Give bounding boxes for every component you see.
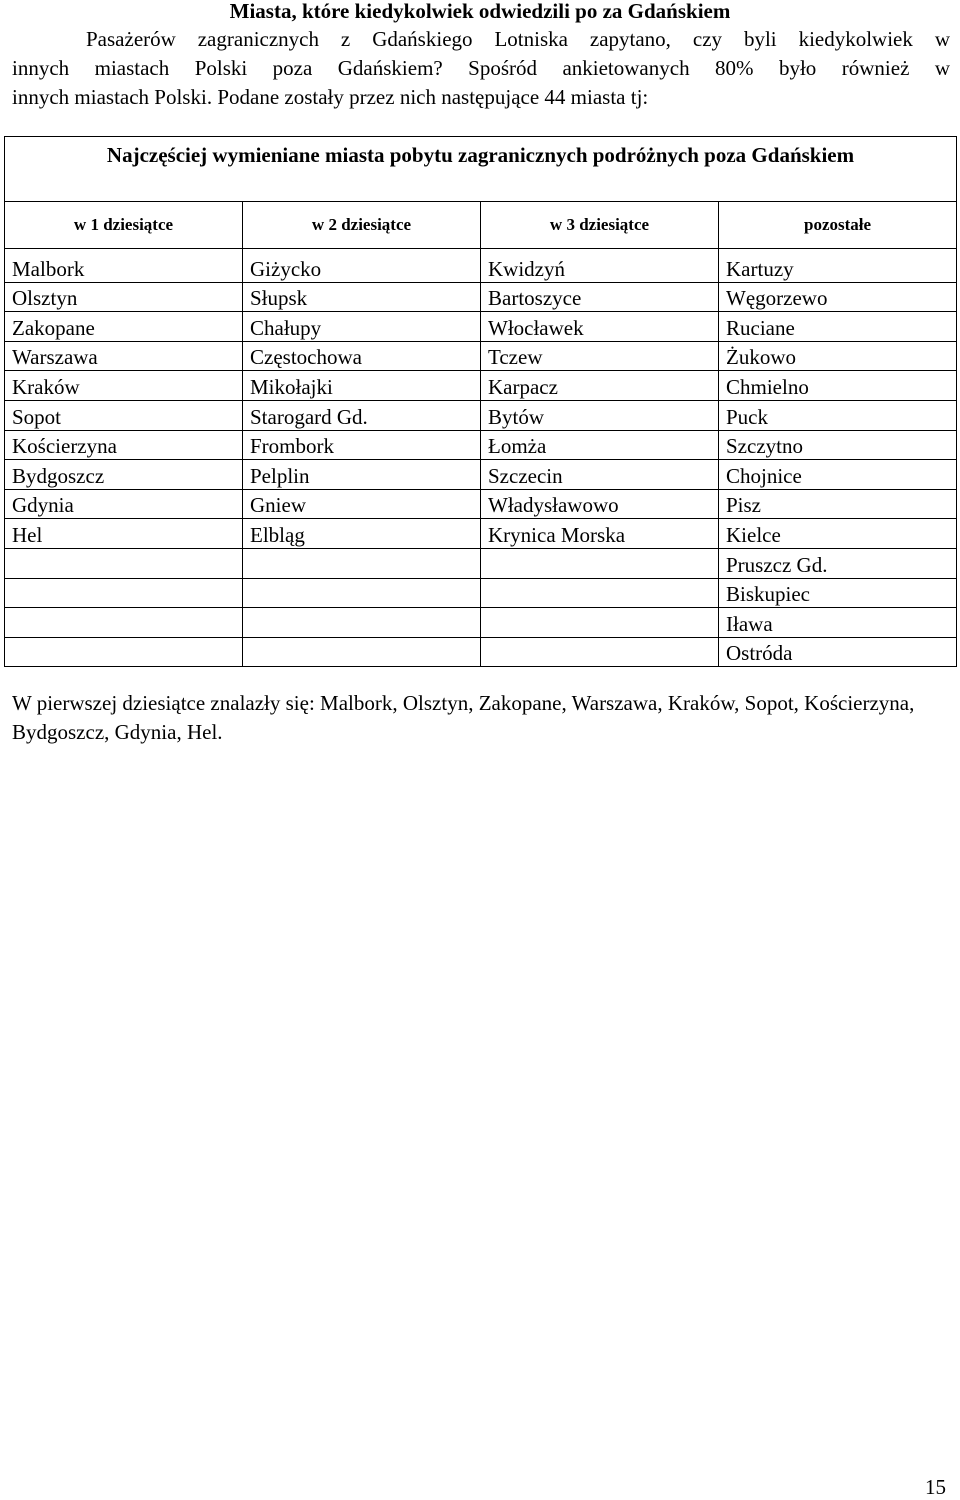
table-row — [5, 519, 957, 549]
table-cell: Hel — [5, 519, 243, 549]
table-cell — [243, 637, 481, 667]
table-cell: Chojnice — [719, 460, 957, 490]
table-row — [5, 249, 957, 283]
table-cell: Bartoszyce — [481, 282, 719, 312]
table-cell — [243, 578, 481, 608]
table-cell — [5, 637, 243, 667]
intro-line-2: innych miastach Polski poza Gdańskiem? Spośród ankietowanych 80% było również w — [12, 56, 950, 80]
column-header: pozostałe — [719, 202, 957, 249]
table-cell: Kwidzyń — [481, 249, 719, 283]
table-cell: Biskupiec — [719, 578, 957, 608]
table-cell — [243, 608, 481, 638]
table-cell: Kielce — [719, 519, 957, 549]
summary-paragraph: W pierwszej dziesiątce znalazły się: Malbork, Olsztyn, Zakopane, Warszawa, Kraków, Sopot, Kościerzyna, Bydgoszcz, Gdynia, Hel. — [12, 691, 915, 744]
table-cell: Bydgoszcz — [5, 460, 243, 490]
table-row — [5, 282, 957, 312]
table-cell: Chałupy — [243, 312, 481, 342]
table-row — [5, 637, 957, 667]
table-cell — [481, 578, 719, 608]
table-cell: Olsztyn — [5, 282, 243, 312]
table-cell: Kraków — [5, 371, 243, 401]
intro-paragraph — [12, 25, 950, 112]
table-body — [5, 249, 957, 667]
table-cell: Szczytno — [719, 430, 957, 460]
table-cell: Zakopane — [5, 312, 243, 342]
intro-line-3: innych miastach Polski. Podane zostały przez nich następujące 44 miasta tj: — [12, 85, 649, 109]
table-row — [5, 548, 957, 578]
column-header: w 2 dziesiątce — [243, 202, 481, 249]
table-cell — [481, 548, 719, 578]
table-row — [5, 608, 957, 638]
table-cell: Szczecin — [481, 460, 719, 490]
table-cell: Częstochowa — [243, 341, 481, 371]
table-cell: Słupsk — [243, 282, 481, 312]
table-cell: Tczew — [481, 341, 719, 371]
table-cell: Kościerzyna — [5, 430, 243, 460]
table-cell: Puck — [719, 400, 957, 430]
table-cell: Pelplin — [243, 460, 481, 490]
table-cell: Węgorzewo — [719, 282, 957, 312]
table-caption: Najczęściej wymieniane miasta pobytu zagranicznych podróżnych poza Gdańskiem — [5, 137, 957, 202]
table-header-row — [5, 202, 957, 249]
table-row — [5, 578, 957, 608]
table-cell — [481, 608, 719, 638]
table-cell: Ruciane — [719, 312, 957, 342]
table-cell: Iława — [719, 608, 957, 638]
page-number: 15 — [925, 1475, 946, 1499]
column-header: w 1 dziesiątce — [5, 202, 243, 249]
table-cell: Bytów — [481, 400, 719, 430]
table-cell: Kartuzy — [719, 249, 957, 283]
table-cell — [481, 637, 719, 667]
table-cell: Łomża — [481, 430, 719, 460]
table-cell: Ostróda — [719, 637, 957, 667]
table-cell: Warszawa — [5, 341, 243, 371]
table-row — [5, 371, 957, 401]
table-cell: Władysławowo — [481, 489, 719, 519]
table-cell: Giżycko — [243, 249, 481, 283]
table-cell — [5, 608, 243, 638]
table-cell — [243, 548, 481, 578]
column-header: w 3 dziesiątce — [481, 202, 719, 249]
table-cell: Starogard Gd. — [243, 400, 481, 430]
page-title: Miasta, które kiedykolwiek odwiedzili po za Gdańskiem — [229, 0, 731, 23]
table-cell: Malbork — [5, 249, 243, 283]
table-cell — [5, 548, 243, 578]
intro-line-1 — [12, 25, 950, 54]
table-row — [5, 341, 957, 371]
cities-table — [4, 136, 957, 667]
table-row — [5, 400, 957, 430]
table-row — [5, 312, 957, 342]
table-cell: Chmielno — [719, 371, 957, 401]
table-row — [5, 489, 957, 519]
table-cell: Mikołajki — [243, 371, 481, 401]
table-cell: Elbląg — [243, 519, 481, 549]
table-row — [5, 430, 957, 460]
table-cell: Pisz — [719, 489, 957, 519]
intro-line-1-text: Pasażerów zagranicznych z Gdańskiego Lotniska zapytano, czy byli kiedykolwiek w — [86, 27, 950, 51]
table-cell: Frombork — [243, 430, 481, 460]
table-cell — [5, 578, 243, 608]
table-cell: Gniew — [243, 489, 481, 519]
table-cell: Włocławek — [481, 312, 719, 342]
table-cell: Gdynia — [5, 489, 243, 519]
table-cell: Krynica Morska — [481, 519, 719, 549]
table-cell: Pruszcz Gd. — [719, 548, 957, 578]
table-cell: Karpacz — [481, 371, 719, 401]
table-row — [5, 460, 957, 490]
table-cell: Żukowo — [719, 341, 957, 371]
table-cell: Sopot — [5, 400, 243, 430]
